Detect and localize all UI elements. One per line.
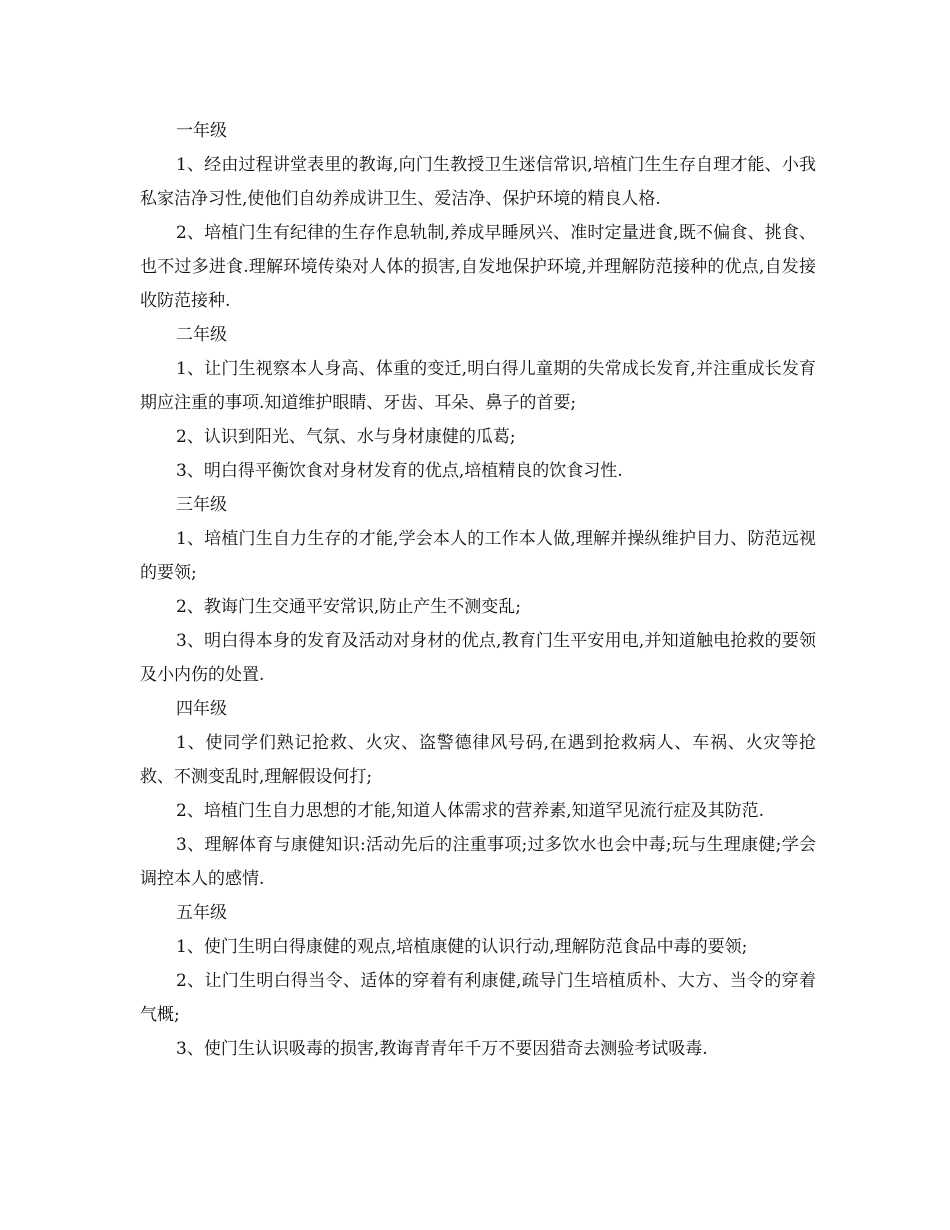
list-item: 1、使同学们熟记抢救、火灾、盗警德律风号码,在遇到抢救病人、车祸、火灾等抢救、不测变乱时,理解假设何打; <box>140 733 816 787</box>
list-item: 2、教诲门生交通平安常识,防止产生不测变乱; <box>176 597 521 617</box>
list-item: 2、让门生明白得当令、适体的穿着有利康健,疏导门生培植质朴、大方、当令的穿着气概; <box>140 971 816 1025</box>
list-item: 2、培植门生有纪律的生存作息轨制,养成早睡夙兴、准时定量进食,既不偏食、挑食、也不过多进食.理解环境传染对人体的损害,自发地保护环境,并理解防范接种的优点,自发接收防范接种. <box>140 223 816 311</box>
list-item: 3、明白得平衡饮食对身材发育的优点,培植精良的饮食习性. <box>176 461 623 481</box>
grade-heading: 四年级 <box>176 699 227 719</box>
list-item: 2、认识到阳光、气氛、水与身材康健的瓜葛; <box>176 427 516 447</box>
list-item: 1、培植门生自力生存的才能,学会本人的工作本人做,理解并操纵维护目力、防范远视的要领; <box>140 529 816 583</box>
list-item: 2、培植门生自力思想的才能,知道人体需求的营养素,知道罕见流行症及其防范. <box>176 801 765 821</box>
list-item: 3、理解体育与康健知识:活动先后的注重事项;过多饮水也会中毒;玩与生理康健;学会调控本人的感情. <box>140 835 816 889</box>
list-item: 3、使门生认识吸毒的损害,教诲青青年千万不要因猎奇去测验考试吸毒. <box>176 1039 708 1059</box>
grade-heading: 一年级 <box>176 121 227 141</box>
list-item: 1、经由过程讲堂表里的教诲,向门生教授卫生迷信常识,培植门生生存自理才能、小我私家洁净习性,使他们自幼养成讲卫生、爱洁净、保护环境的精良人格. <box>140 155 816 209</box>
list-item: 3、明白得本身的发育及活动对身材的优点,教育门生平安用电,并知道触电抢救的要领及小内伤的处置. <box>140 631 816 685</box>
list-item: 1、让门生视察本人身高、体重的变迁,明白得儿童期的失常成长发育,并注重成长发育期应注重的事项.知道维护眼睛、牙齿、耳朵、鼻子的首要; <box>140 359 816 413</box>
grade-heading: 五年级 <box>176 903 227 923</box>
list-item: 1、使门生明白得康健的观点,培植康健的认识行动,理解防范食品中毒的要领; <box>176 937 748 957</box>
grade-heading: 三年级 <box>176 495 227 515</box>
document-body <box>140 114 816 1066</box>
grade-heading: 二年级 <box>176 325 227 345</box>
